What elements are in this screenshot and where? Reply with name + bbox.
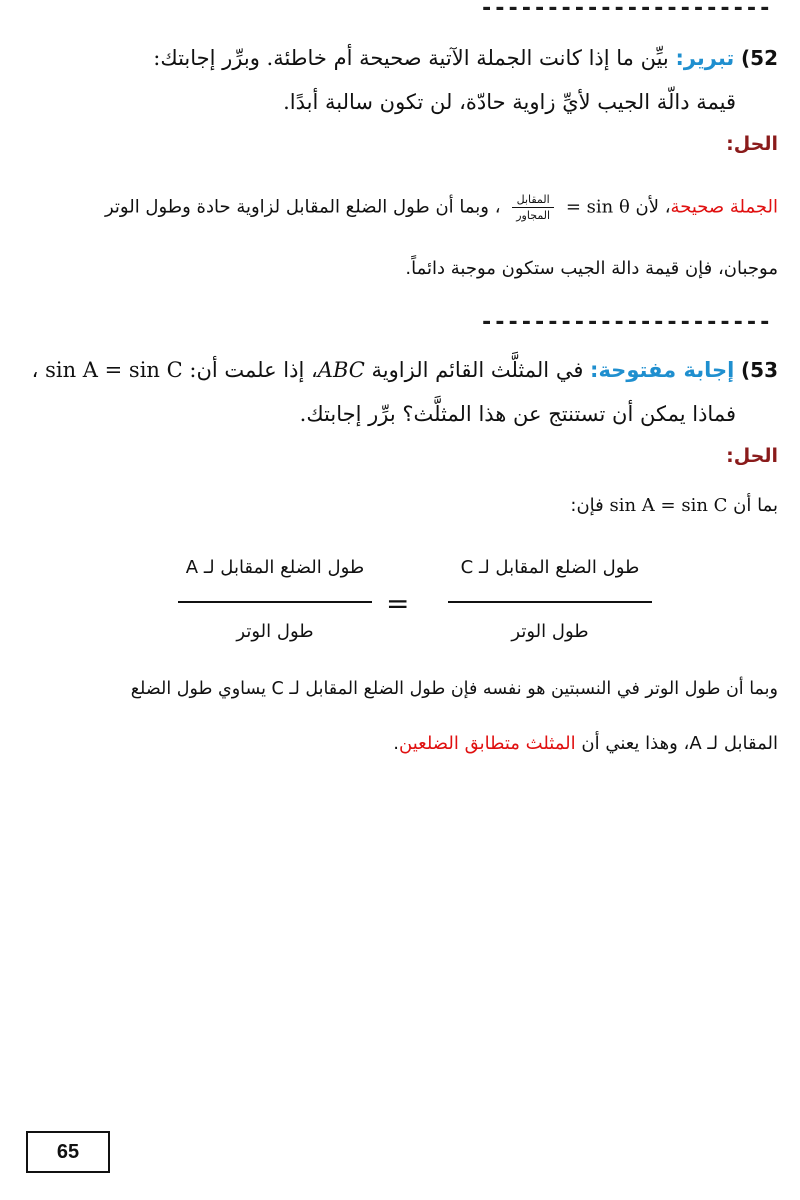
left-fraction-bar [178,601,372,603]
q52-solution-title: الحل: [726,133,778,155]
q52-formula [506,192,630,223]
left-denominator: طول الوتر [236,621,314,642]
q52-frac-denominator: المجاور [516,209,551,222]
q53-line2: فماذا يمكن أن تستنتج عن هذا المثلَّث؟ برِّر إجابتك. [299,402,736,426]
q53-given-eq: sin A = sin C [609,495,728,516]
q52-formula-lhs: sin θ = [565,196,630,218]
q53-conclusion-a: المقابل لـ A، وهذا يعني أن [581,733,778,754]
q53-text1b: ، إذا علمت أن: [189,358,318,382]
right-denominator: طول الوتر [511,621,589,642]
q52-text2: قيمة دالّة الجيب لأيِّ زاوية حادّة، لن تكون سالبة أبدًا. [283,90,736,114]
q53-given-b: فإن: [570,495,604,516]
equals-sign: = [386,587,410,620]
q53-text1a: في المثلَّث القائم الزاوية [371,358,584,382]
left-numerator: طول الضلع المقابل لـ A [185,557,365,578]
q52-number: 52) [741,46,778,70]
q52-line1 [6,46,778,70]
q52-line2 [6,90,736,114]
q53-conclusion-end: . [393,733,400,754]
middle-separator: ---------------------- [480,310,772,335]
q53-triangle: ABC [317,358,365,382]
q52-label: تبرير: [675,46,735,70]
q52-answer-line1 [6,192,778,223]
q52-fraction [512,192,554,223]
q53-label: إجابة مفتوحة: [590,358,735,382]
q53-conclusion-line2 [6,733,778,754]
q53-given-line [6,495,778,516]
q52-answer-line2: موجبان، فإن قيمة دالة الجيب ستكون موجبة دائماً. [405,258,778,279]
q53-conclusion-line1: وبما أن طول الوتر في النسبتين هو نفسه فإن طول الضلع المقابل لـ C يساوي طول الضلع [130,679,778,699]
right-numerator: طول الضلع المقابل لـ C [460,557,640,578]
q52-answer-highlight: الجملة صحيحة [670,196,778,218]
q52-because: ، لأن [635,196,671,218]
page-number: 65 [26,1131,110,1173]
q52-frac-numerator: المقابل [512,192,554,208]
q53-text1c: ، [31,358,39,382]
q53-number: 53) [741,358,778,382]
q53-line1 [6,358,778,382]
q53-solution-title: الحل: [726,445,778,467]
q52-text1: بيِّن ما إذا كانت الجملة الآتية صحيحة أم خاطئة. وبرِّر إجابتك: [153,46,669,70]
q53-conclusion-highlight: المثلث متطابق الضلعين [399,733,576,754]
right-fraction-bar [448,601,652,603]
top-separator: ---------------------- [480,0,772,21]
q53-condition: sin A = sin C [45,358,183,382]
q52-answer-rest: ، وبما أن طول الضلع المقابل لزاوية حادة وطول الوتر [104,196,501,218]
ratio-equation [150,557,650,657]
q53-given-a: بما أن [733,495,778,516]
